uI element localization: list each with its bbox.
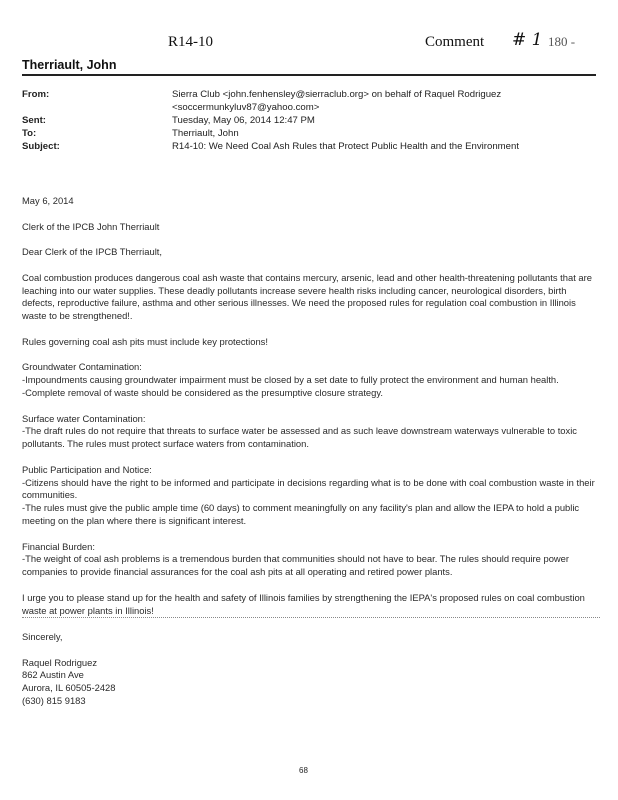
groundwater-heading: Groundwater Contamination: [22, 361, 142, 373]
comment-number: # 1 [512, 30, 543, 50]
from-value [172, 88, 602, 114]
surface-water-heading: Surface water Contamination: [22, 412, 146, 424]
header-rule [22, 74, 596, 76]
subject-label: Subject: [22, 141, 60, 152]
sent-row [22, 114, 602, 127]
signature-phone: (630) 815 9183 [22, 695, 86, 707]
page-number: 68 [299, 766, 308, 775]
letter-intro: Coal combustion produces dangerous coal ash waste that contains mercury, arsenic, lead and other health-threatening pollutants that are leaching into our water supplies. These deadly pollutants increase severe health risks including cancer, neurological disorders, birth defects, reproductive failure, asthma and other serious illnesses. We need the proposed rules for regulation coal combustion in Illinois waste to be strengthened!. [22, 271, 592, 322]
letter-body [22, 195, 600, 708]
rules-intro: Rules governing coal ash pits must include key protections! [22, 335, 268, 347]
signature-name: Raquel Rodriguez [22, 656, 98, 668]
letter-recipient: Clerk of the IPCB John Therriault [22, 220, 160, 232]
subject-row [22, 140, 602, 153]
email-header [22, 88, 602, 153]
financial-burden-point-1: -The weight of coal ash problems is a tremendous burden that communities should not have to bear. The rules should require power companies to provide financial assurances for the coal ash pits at all operating and retired power plants. [22, 553, 570, 578]
public-participation-point-2: -The rules must give the public ample time (60 days) to comment meaningfully on any facility's plan and allow the IEPA to hold a public meeting on the plan where there is significant interest. [22, 502, 580, 526]
to-value: Therriault, John [172, 128, 239, 139]
from-value-line2: <soccermunkyluv87@yahoo.com> [172, 102, 320, 113]
groundwater-point-1: -Impoundments causing groundwater impairment must be closed by a set date to fully protect the environment and human health. [22, 374, 559, 386]
to-row [22, 127, 602, 140]
public-participation-heading: Public Participation and Notice: [22, 463, 152, 475]
signature-address-1: 862 Austin Ave [22, 669, 84, 681]
sender-name: Therriault, John [22, 58, 117, 72]
comment-suffix: 180 - [548, 34, 576, 49]
sent-label: Sent: [22, 115, 46, 126]
subject-value: R14-10: We Need Coal Ash Rules that Protect Public Health and the Environment [172, 141, 519, 152]
signature-address-2: Aurora, IL 60505-2428 [22, 682, 116, 694]
letter-salutation: Dear Clerk of the IPCB Therriault, [22, 246, 162, 258]
public-participation-point-1: -Citizens should have the right to be informed and participate in decisions regarding what is to be done with coal combustion waste in their communities. [22, 476, 595, 501]
docket-stamp: R14-10 [168, 34, 213, 50]
signoff: Sincerely, [22, 631, 63, 643]
to-label: To: [22, 128, 37, 139]
closing-plea: I urge you to please stand up for the health and safety of Illinois families by strengthening the IEPA's proposed rules on coal combustion waste at power plants in Illinois! [22, 592, 600, 619]
letter-date: May 6, 2014 [22, 195, 74, 206]
from-label: From: [22, 89, 50, 100]
groundwater-point-2: -Complete removal of waste should be considered as the presumptive closure strategy. [22, 386, 383, 398]
surface-water-point-1: -The draft rules do not require that threats to surface water be assessed and as such leave downstream waterways vulnerable to toxic pollutants. The rules must protect surface waters from contamination. [22, 425, 577, 450]
comment-stamp-label: Comment [425, 34, 485, 50]
from-row [22, 88, 602, 114]
sent-value: Tuesday, May 06, 2014 12:47 PM [172, 115, 315, 126]
from-value-line1: Sierra Club <john.fenhensley@sierraclub.org> on behalf of Raquel Rodriguez [172, 89, 502, 100]
financial-burden-heading: Financial Burden: [22, 540, 95, 552]
